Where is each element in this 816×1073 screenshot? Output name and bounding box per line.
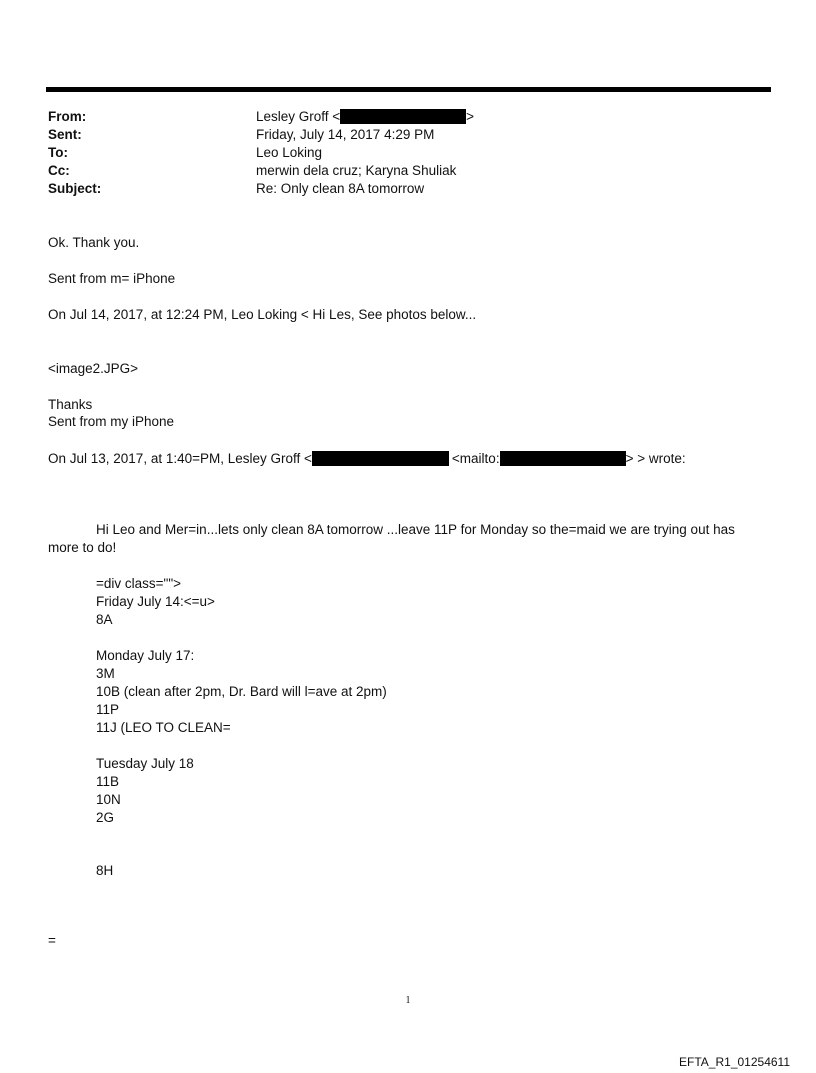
schedule-line: 8H [96, 863, 114, 878]
subject-value: Re: Only clean 8A tomorrow [256, 181, 425, 196]
schedule-line: 2G [96, 810, 115, 825]
message-paragraph: Hi Leo and Mer=in...lets only clean 8A tomorrow ...leave 11P for Monday so the=maid we are trying out has more to do! [48, 522, 735, 555]
quote-c: > > wrote: [625, 451, 686, 466]
body-line: On Jul 14, 2017, at 12:24 PM, Leo Loking < Hi Les, See photos below... [48, 307, 477, 322]
sent-value: Friday, July 14, 2017 4:29 PM [256, 127, 435, 142]
body-line: <image2.JPG> [48, 361, 139, 376]
to-row [48, 144, 748, 162]
sent-row [48, 126, 748, 144]
body-line: Sent from my iPhone [48, 414, 175, 429]
page-number: 1 [405, 995, 411, 1006]
schedule-line: 11J (LEO TO CLEAN= [96, 720, 231, 735]
schedule-line: =div class=""> [96, 576, 182, 591]
from-name: Lesley Groff < [256, 109, 341, 124]
schedule-line: 8A [96, 612, 113, 627]
end-mark: = [48, 933, 56, 948]
cc-label: Cc: [48, 163, 70, 178]
cc-row [48, 162, 748, 180]
schedule-line: 11P [96, 702, 120, 717]
body-line: Ok. Thank you. [48, 235, 140, 250]
subject-row [48, 180, 748, 198]
schedule-line: 10B (clean after 2pm, Dr. Bard will l=ave at 2pm) [96, 684, 387, 699]
quote-b: <mailto: [451, 451, 500, 466]
from-row [48, 108, 748, 126]
subject-label: Subject: [48, 181, 102, 196]
sent-label: Sent: [48, 127, 82, 142]
from-value [256, 108, 474, 126]
schedule-line: 11B [96, 774, 120, 789]
schedule-line: Friday July 14:<=u> [96, 594, 215, 609]
schedule-line: 10N [96, 792, 121, 807]
from-label: From: [48, 109, 87, 124]
to-label: To: [48, 145, 68, 160]
quoted-header [48, 450, 686, 468]
document-id: EFTA_R1_01254611 [679, 1055, 790, 1069]
redaction-box [340, 109, 466, 124]
to-value: Leo Loking [256, 145, 323, 160]
body-line: Thanks [48, 397, 93, 412]
redaction-box [500, 451, 626, 466]
schedule-line: Monday July 17: [96, 648, 195, 663]
redaction-box [312, 451, 449, 466]
schedule-line: 3M [96, 666, 115, 681]
quote-a: On Jul 13, 2017, at 1:40=PM, Lesley Groff < [48, 451, 312, 466]
body-line: Sent from m= iPhone [48, 271, 176, 286]
schedule-line: Tuesday July 18 [96, 756, 194, 771]
email-header [48, 108, 748, 198]
cc-value: merwin dela cruz; Karyna Shuliak [256, 163, 457, 178]
header-rule [46, 87, 771, 92]
from-end: > [466, 109, 475, 124]
